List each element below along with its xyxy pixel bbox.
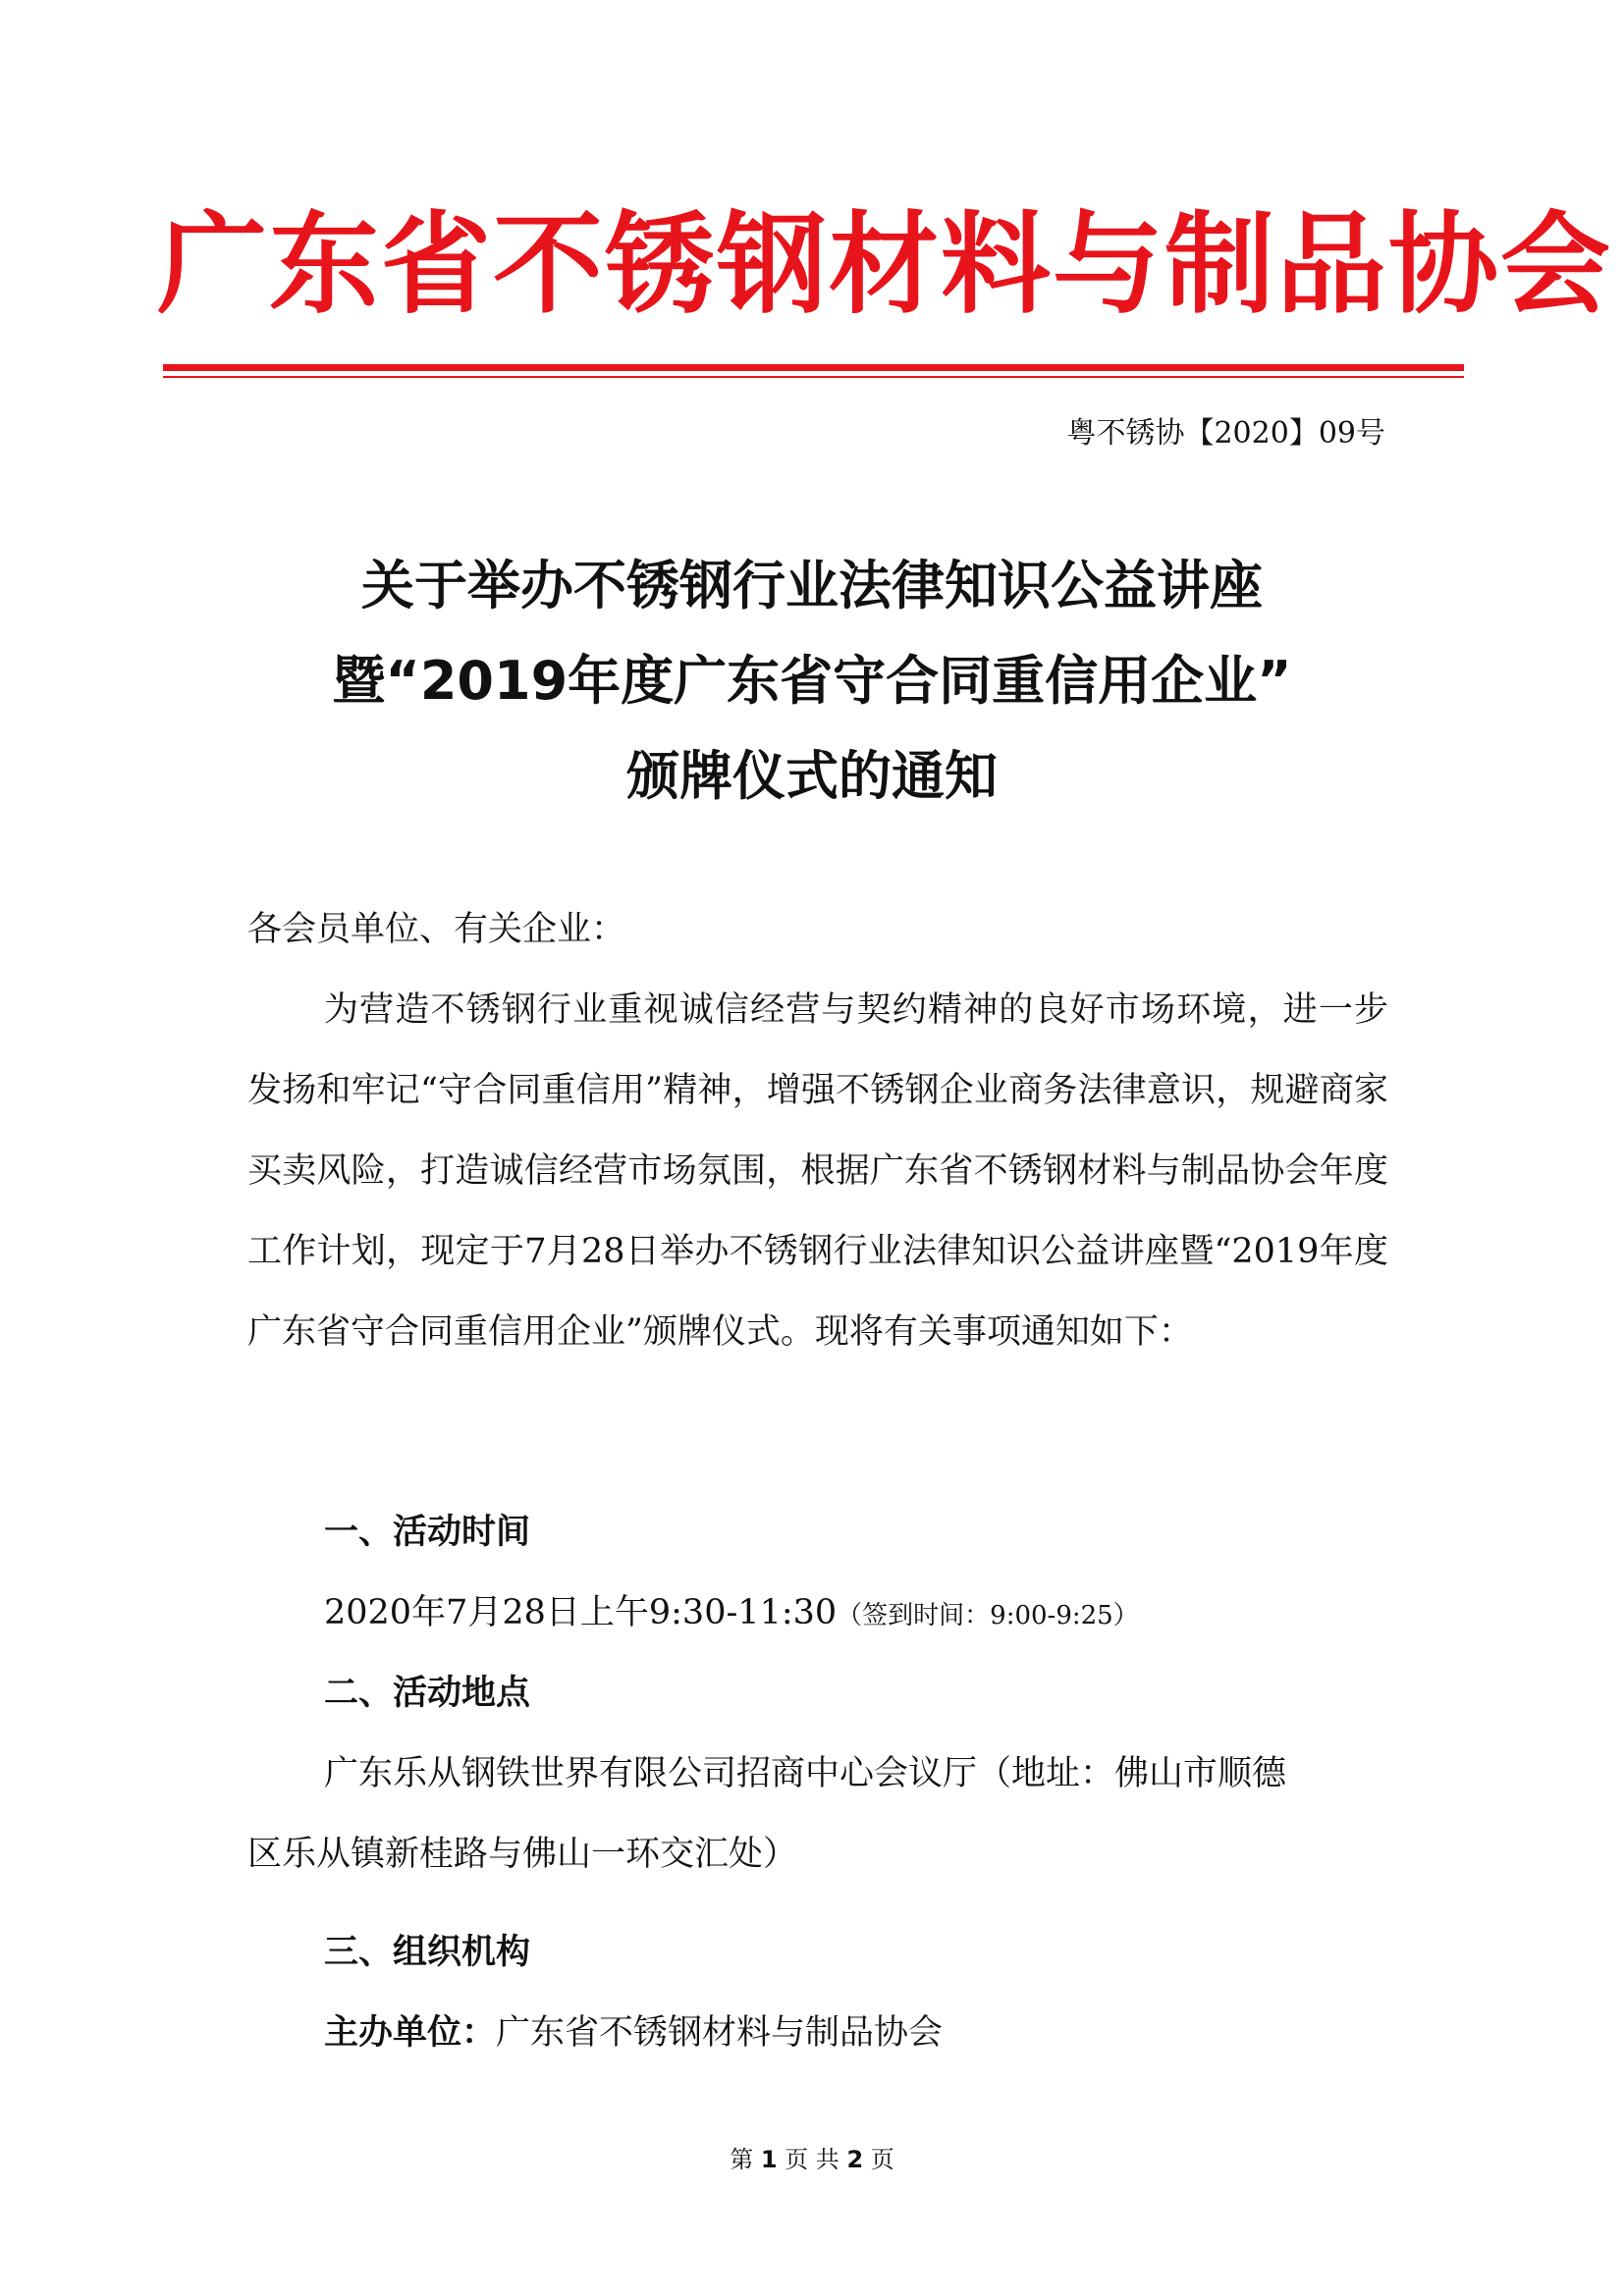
notice-title	[177, 538, 1447, 824]
host-unit	[324, 1993, 943, 2073]
venue-line-1: 广东乐从钢铁世界有限公司招商中心会议厅（地址：佛山市顺德	[324, 1754, 1287, 1793]
host-unit-value: 广东省不锈钢材料与制品协会	[496, 2013, 944, 2053]
activity-time-text: 2020年7月28日上午9:30-11:30	[324, 1593, 838, 1632]
title-line-3: 颁牌仪式的通知	[626, 745, 998, 807]
intro-paragraph: 为营造不锈钢行业重视诚信经营与契约精神的良好市场环境，进一步发扬和牢记“守合同重信用”精神，增强不锈钢企业商务法律意识，规避商家买卖风险，打造诚信经营市场氛围，根据广东省不锈钢材料与制品协会年度工作计划，现定于7月28日举办不锈钢行业法律知识公益讲座暨“2019年度广东省守合同重信用企业”颁牌仪式。现将有关事项通知如下：	[247, 990, 1388, 1352]
activity-time	[324, 1573, 1139, 1656]
salutation: 各会员单位、有关企业：	[247, 910, 626, 949]
checkin-time-note: （签到时间：9:00-9:25）	[837, 1601, 1139, 1630]
org-letterhead-title: 广东省不锈钢材料与制品协会	[157, 201, 1612, 329]
venue-line-2: 区乐从镇新桂路与佛山一环交汇处）	[247, 1835, 798, 1874]
footer-suffix: 页	[870, 2146, 894, 2173]
letterhead-red-rule-thin	[163, 376, 1464, 378]
section-heading-organization: 三、组织机构	[324, 1933, 531, 1972]
document-number: 粤不锈协【2020】09号	[1066, 416, 1385, 451]
host-unit-label: 主办单位：	[324, 2013, 497, 2053]
page-footer	[0, 2140, 1624, 2179]
section-heading-time: 一、活动时间	[324, 1513, 531, 1552]
letterhead-red-rule	[163, 364, 1464, 371]
footer-middle: 页 共	[785, 2146, 839, 2173]
footer-prefix: 第	[730, 2146, 754, 2173]
title-line-1: 关于举办不锈钢行业法律知识公益讲座	[361, 555, 1263, 616]
current-page-number: 1	[760, 2146, 778, 2173]
total-page-number: 2	[846, 2146, 864, 2173]
title-line-2: 暨“2019年度广东省守合同重信用企业”	[332, 650, 1292, 712]
section-heading-place: 二、活动地点	[324, 1674, 531, 1713]
